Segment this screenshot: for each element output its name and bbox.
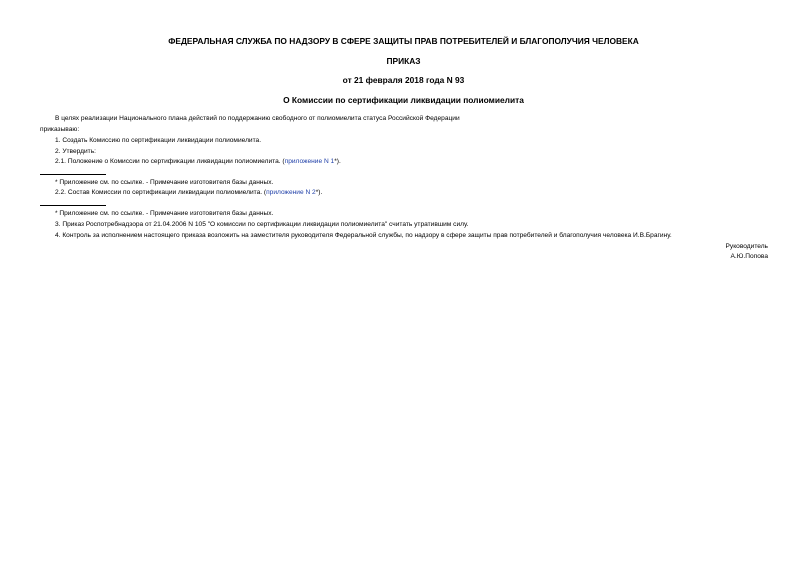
footnote-separator-2 bbox=[40, 205, 106, 206]
footnote-separator-1 bbox=[40, 174, 106, 175]
footnote-1: * Приложение см. по ссылке. - Примечание изготовителя базы данных. bbox=[55, 179, 274, 186]
item-2-2 bbox=[55, 188, 322, 197]
item-1: 1. Создать Комиссию по сертификации ликвидации полиомиелита. bbox=[55, 137, 262, 144]
order-word: приказываю: bbox=[40, 126, 80, 133]
item-2-1-text: 2.1. Положение о Комиссии по сертификации ликвидации полиомиелита. ( bbox=[55, 158, 285, 165]
item-2-2-tail: *). bbox=[315, 189, 323, 196]
item-4: 4. Контроль за исполнением настоящего приказа возложить на заместителя руководителя Федеральной службы, по надзору в сфере защиты прав потребителей и благополучия человека И.В.Брагину. bbox=[55, 232, 672, 239]
signature-position: Руководитель bbox=[725, 243, 768, 250]
item-3: 3. Приказ Роспотребнадзора от 21.04.2006 N 105 "О комиссии по сертификации ликвидации полиомиелита" считать утратившим силу. bbox=[55, 221, 469, 228]
appendix-1-link[interactable]: приложение N 1 bbox=[284, 158, 335, 165]
agency-title: ФЕДЕРАЛЬНАЯ СЛУЖБА ПО НАДЗОРУ В СФЕРЕ ЗАЩИТЫ ПРАВ ПОТРЕБИТЕЛЕЙ И БЛАГОПОЛУЧИЯ ЧЕЛОВЕКА bbox=[168, 36, 639, 46]
document-type: ПРИКАЗ bbox=[386, 56, 421, 66]
item-2-1 bbox=[55, 157, 341, 166]
document-date-number: от 21 февраля 2018 года N 93 bbox=[342, 75, 465, 85]
item-2-1-tail: *). bbox=[334, 158, 341, 165]
signature-name: А.Ю.Попова bbox=[730, 253, 768, 260]
footnote-2: * Приложение см. по ссылке. - Примечание изготовителя базы данных. bbox=[55, 210, 274, 217]
document-subject: О Комиссии по сертификации ликвидации полиомиелита bbox=[283, 95, 524, 105]
appendix-2-link[interactable]: приложение N 2 bbox=[266, 189, 316, 196]
item-2: 2. Утвердить: bbox=[55, 148, 96, 155]
item-2-2-text: 2.2. Состав Комиссии по сертификации ликвидации полиомиелита. ( bbox=[55, 189, 267, 196]
intro-paragraph: В целях реализации Национального плана действий по поддержанию свободного от полиомиелита статуса Российской Федерации bbox=[55, 115, 460, 122]
